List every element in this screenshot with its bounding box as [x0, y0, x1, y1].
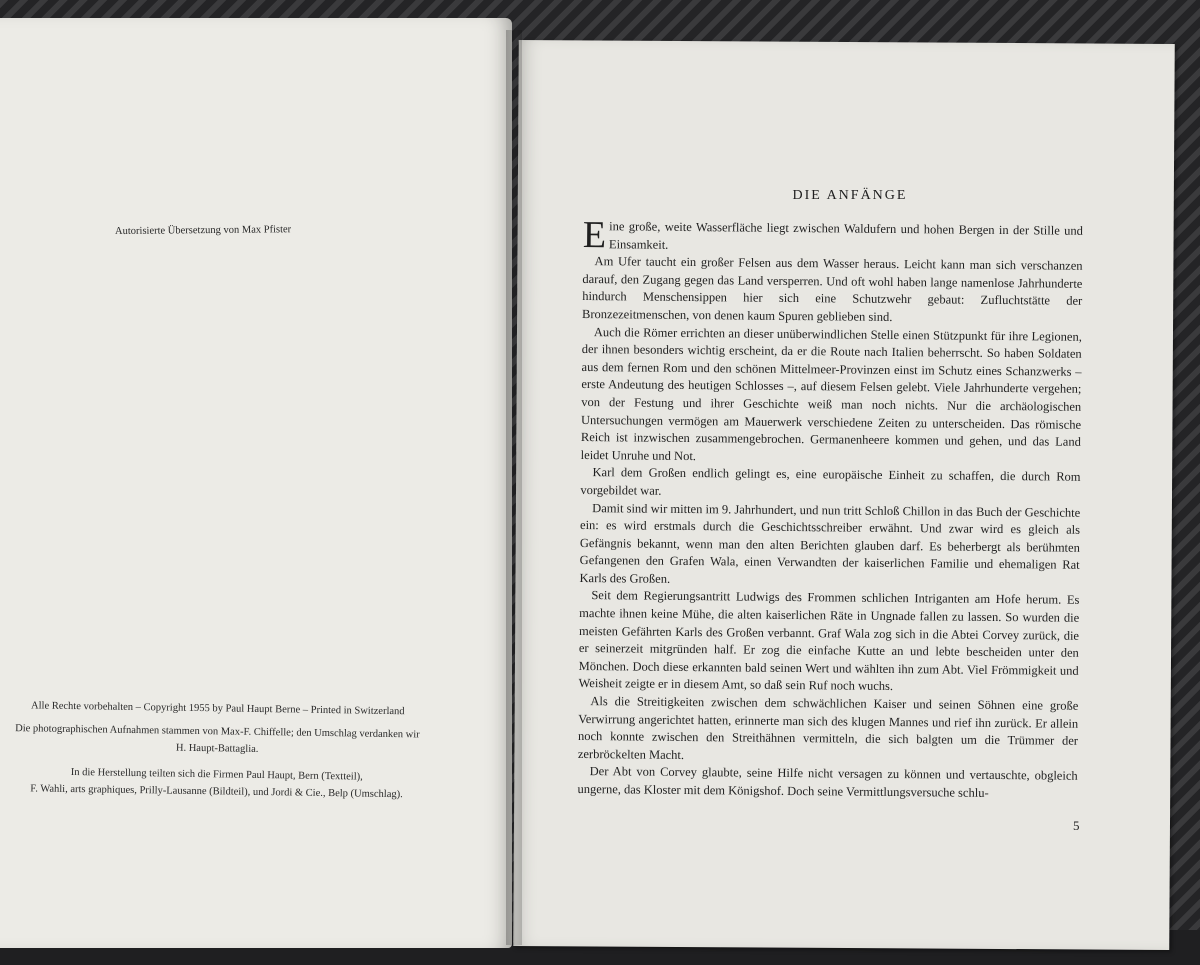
- translation-note: Autorisierte Übersetzung von Max Pfister: [114, 224, 292, 238]
- chapter-body: [577, 214, 1083, 803]
- paragraph-3: Auch die Römer errichten an dieser unüberwindlichen Stelle einen Stützpunkt für ihre Legionen, der ihnen besonders wichtig erscheint, da er die Route nach Italien beherrscht. So haben Soldaten aus dem fernen Rom und den schönen Mittelmeer-Provinzen einst im Schutz eines Schanzwerks – erste Andeutung des heutigen Schlosses –, auf diesem Felsen gelebt. Viele Jahrhunderte vergehen; von der Festung und ihrer Geschichte weiß man noch nichts. Nur die archäologischen Untersuchungen vermögen am Mauerwerk verschiedene Zeiten zu unterscheiden. Das römische Reich ist inzwischen zusammengebrochen. Germanenheere kommen und gehen, und das Land leidet Unruhe und Not.: [580, 324, 1082, 463]
- page-number: 5: [1073, 818, 1080, 833]
- chapter-title: DIE ANFÄNGE: [792, 188, 908, 203]
- imprint-block: [6, 696, 428, 804]
- paragraph-8: Der Abt von Corvey glaubte, seine Hilfe nicht versagen zu können und vertauschte, obgleich ungerne, das Kloster mit dem Königshof. Doch seine Vermittlungsversuche schlu-: [577, 764, 1078, 800]
- paragraph-5: Damit sind wir mitten im 9. Jahrhundert, und nun tritt Schloß Chillon in das Buch der Geschichte ein: es wird erstmals durch die Geschichtsschreiber erwähnt. Und zwar wird es gleich als Gefängnis bekannt, wenn man den alten Berichten glauben darf. Es beherbergt als berühmten Gefangenen den Grafen Wala, einen Verwandten der kaiserlichen Familie und ehemaligen Rat Karls des Großen.: [579, 500, 1081, 586]
- book-gutter: [506, 30, 522, 945]
- paragraph-4: Karl dem Großen endlich gelingt es, eine europäische Einheit zu schaffen, die durch Rom vorgebildet war.: [580, 465, 1081, 498]
- paragraph-1-text: ine große, weite Wasserfläche liegt zwischen Waldufern und hohen Bergen in der Stille und Einsamkeit.: [608, 219, 1083, 252]
- paragraph-1: [582, 214, 1083, 258]
- printing-credits-line-2: F. Wahli, arts graphiques, Prilly-Lausanne (Bildteil), und Jordi & Cie., Belp (Umschlag).: [30, 783, 403, 801]
- paragraph-7: Als die Streitigkeiten zwischen dem schwächlichen Kaiser und seinen Söhnen eine große Verwirrung angerichtet hatten, erinnerte man sich des klugen Mannes und rief ihn zurück. Er allein noch konnte zwischen den Streithähnen vermitteln, die sich balgten um die Trümmer der zerbröckelten Macht.: [577, 694, 1079, 762]
- paragraph-6: Seit dem Regierungsantritt Ludwigs des Frommen schlichen Intriganten am Hofe herum. Es machte ihnen keine Mühe, die alten kaiserlichen Räte in Ungnade fallen zu lassen. So wurden die meisten Gefährten Karls des Großen verbannt. Graf Wala zog sich in die Abtei Corvey zurück, die er seinerzeit mitgründen half. Er zog die einfache Kutte an und lebte bescheiden unter den Mönchen. Doch diese erkannten bald seinen Wert und wählten ihn zum Abt. Viel Frömmigkeit und Weisheit zeigte er in diesem Amt, so daß sein Ruf noch wuchs.: [578, 588, 1080, 694]
- printing-credits: [6, 763, 426, 804]
- copyright-line: Alle Rechte vorbehalten – Copyright 1955 by Paul Haupt Berne – Printed in Switzerland: [30, 700, 405, 718]
- drop-cap: E: [582, 214, 607, 257]
- photo-credits-line-2: H. Haupt-Battaglia.: [175, 742, 259, 755]
- left-page: [0, 18, 512, 948]
- photo-credits: [7, 720, 427, 761]
- photo-credits-line-1: Die photographischen Aufnahmen stammen von Max-F. Chiffelle; den Umschlag verdanken wir: [15, 723, 420, 741]
- printing-credits-line-1: In die Herstellung teilten sich die Firmen Paul Haupt, Bern (Textteil),: [70, 766, 363, 783]
- paragraph-2: Am Ufer taucht ein großer Felsen aus dem Wasser heraus. Leicht kann man sich verschanzen darauf, den Zugang gegen das Land versperren. Und oft wohl haben lange namenlose Jahrhunderte hindurch Menschensippen hier sich eine Schutzwehr gebaut: Zufluchtstätte der Bronzezeitmenschen, von denen kaum Spuren geblieben sind.: [582, 254, 1083, 324]
